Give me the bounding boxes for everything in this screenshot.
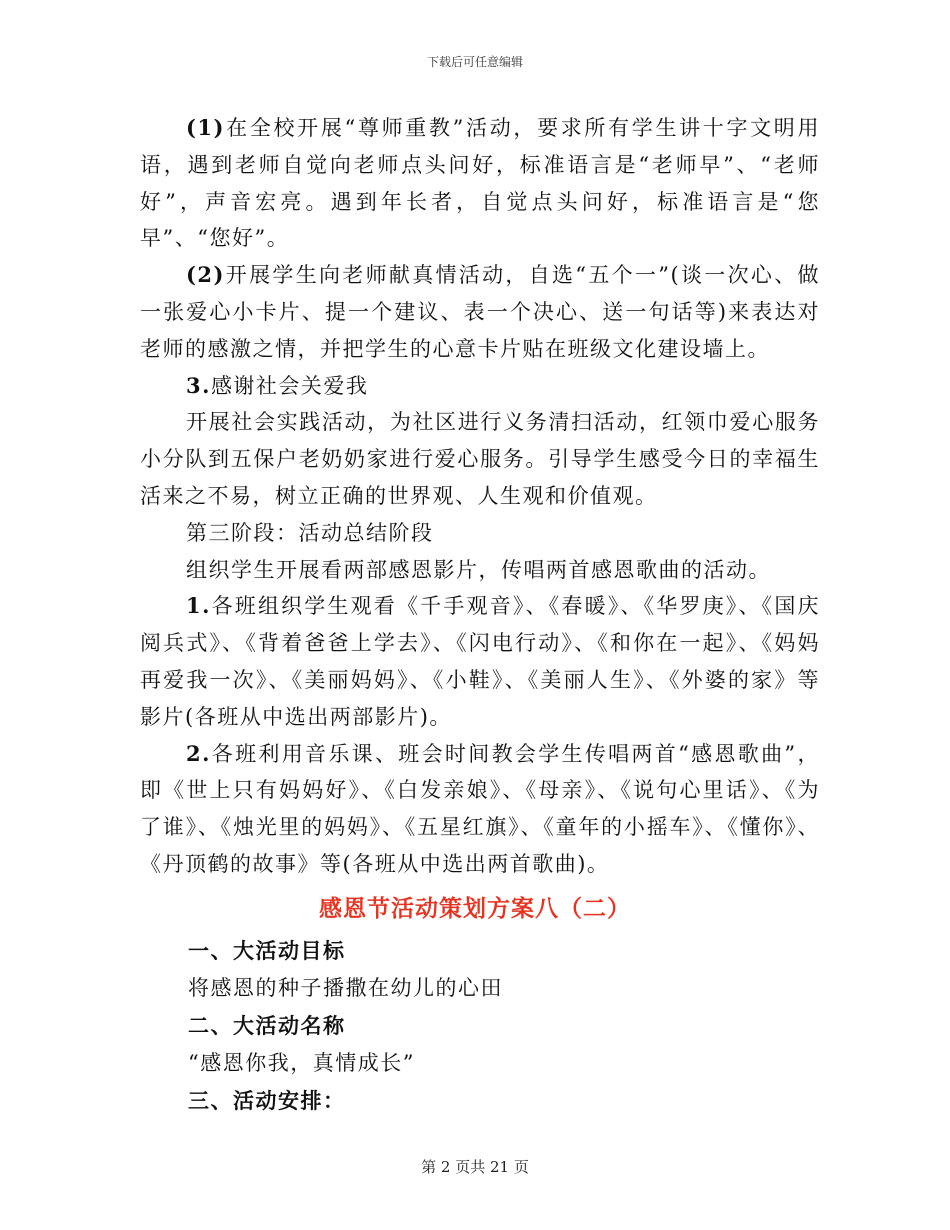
paragraph-text: 各班组织学生观看《千手观音》、《春暖》、《华罗庚》、《国庆阅兵式》、《背着爸爸上学去》、《闪电行动》、《和你在一起》、《妈妈再爱我一次》、《美丽妈妈》、《小鞋》、《美丽人生》、《外婆的家》等影片(各班从中选出两部影片)。: [140, 594, 820, 729]
paragraph-6: [140, 552, 820, 589]
paragraph-text: 开展学生向老师献真情活动，自选“五个一”(谈一次心、做一张爱心小卡片、提一个建议、表一个决心、送一句话等)来表达对老师的感激之情，并把学生的心意卡片贴在班级文化建设墙上。: [140, 263, 820, 361]
paragraph-7: [140, 588, 820, 735]
heading-goal: 一、大活动目标: [188, 938, 346, 963]
paragraph-text: 组织学生开展看两部感恩影片，传唱两首感恩歌曲的活动。: [186, 557, 771, 582]
paragraph-text: 感谢社会关爱我: [210, 373, 369, 398]
heading-name: 二、大活动名称: [188, 1013, 346, 1038]
paragraph-5: [140, 515, 820, 552]
paragraph-2: [140, 257, 820, 367]
document-body: [140, 110, 820, 883]
text-goal: 将感恩的种子播撒在幼儿的心田: [188, 976, 503, 1000]
paragraph-text: 开展社会实践活动，为社区进行义务清扫活动，红领巾爱心服务小分队到五保户老奶奶家进行爱心服务。引导学生感受今日的幸福生活来之不易，树立正确的世界观、人生观和价值观。: [140, 410, 820, 508]
paragraph-1: [140, 110, 820, 257]
section-title: 感恩节活动策划方案八（二）: [319, 895, 631, 922]
paragraph-number: (1): [186, 115, 225, 140]
paragraph-number: 1.: [186, 593, 211, 619]
text-name: “感恩你我，真情成长”: [188, 1051, 415, 1075]
page-footer: 第 2 页共 21 页: [421, 1158, 529, 1176]
paragraph-text: 各班利用音乐课、班会时间教会学生传唱两首“感恩歌曲”，即《世上只有妈妈好》、《白发亲娘》、《母亲》、《说句心里话》、《为了谁》、《烛光里的妈妈》、《五星红旗》、《童年的小摇车》、《懂你》、《丹顶鹤的故事》等(各班从中选出两首歌曲)。: [140, 741, 820, 876]
paragraph-4: [140, 404, 820, 514]
heading-arrangement: 三、活动安排：: [188, 1088, 346, 1113]
paragraph-3: [140, 368, 820, 405]
paragraph-8: [140, 736, 820, 883]
page-header: 下载后可任意编辑: [426, 55, 523, 69]
paragraph-number: (2): [186, 262, 225, 288]
paragraph-number: 3.: [186, 372, 211, 398]
paragraph-text: 在全校开展“尊师重教”活动，要求所有学生讲十字文明用语，遇到老师自觉向老师点头问好，标准语言是“老师早”、“老师好”，声音宏亮。遇到年长者，自觉点头问好，标准语言是“您早”、“您好”。: [140, 116, 820, 251]
paragraph-number: 2.: [186, 740, 211, 766]
stage-heading: 第三阶段：活动总结阶段: [186, 520, 434, 545]
